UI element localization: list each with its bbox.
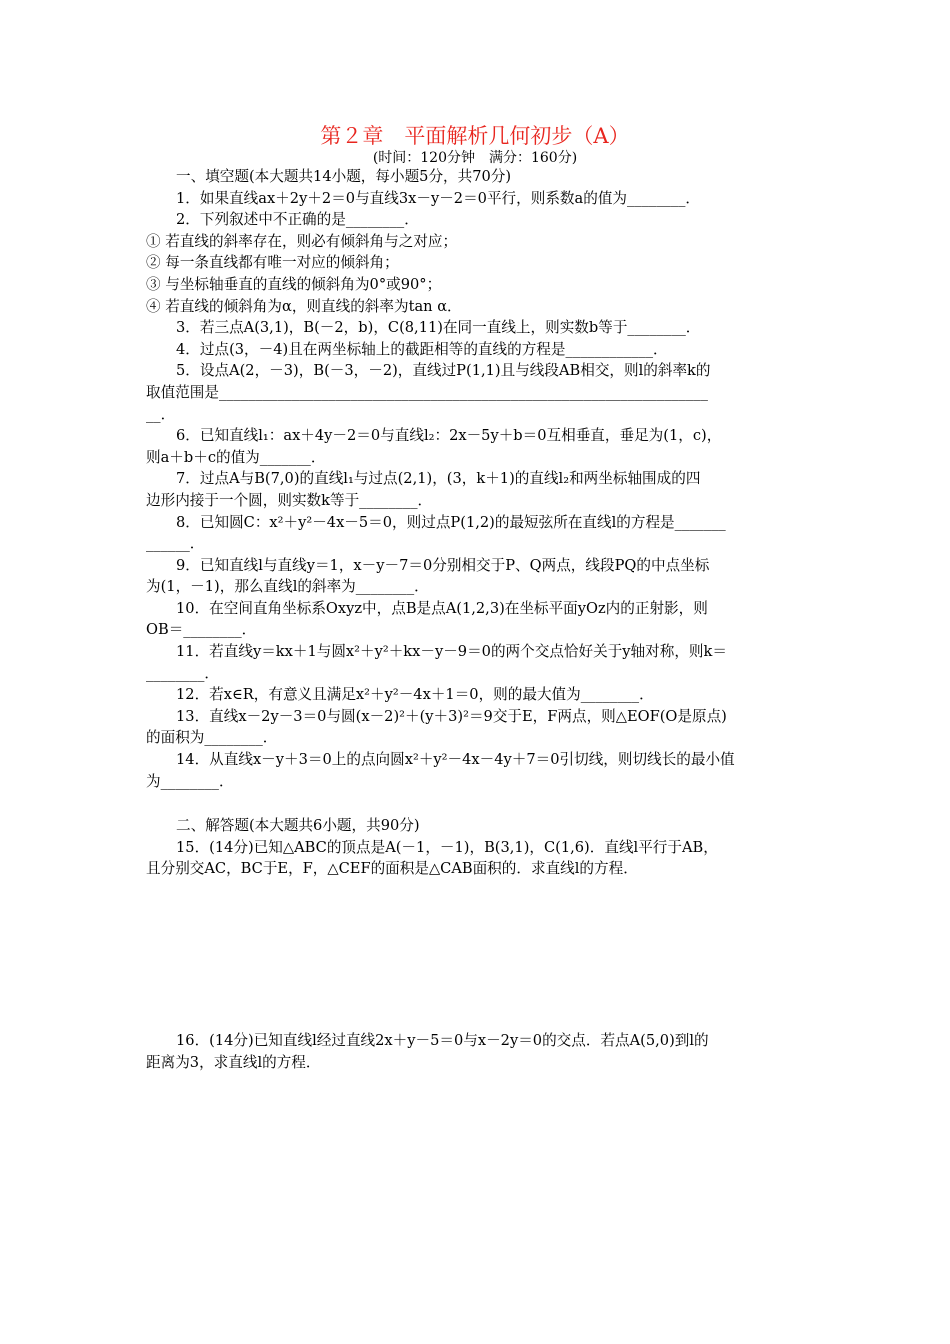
question-11-line-2: ________．	[146, 664, 219, 682]
question-15: 15．(14分)已知△ABC的顶点是A(－1，－1)，B(3,1)，C(1,6)．直线l平行于AB，	[176, 838, 718, 856]
question-1: 1．如果直线ax＋2y＋2＝0与直线3x－y－2＝0平行，则系数a的值为________．	[176, 189, 700, 207]
question-2: 2．下列叙述中不正确的是________．	[176, 211, 419, 229]
section-heading-answer: 二、解答题(本大题共6小题，共90分)	[176, 817, 420, 835]
question-8: 8．已知圆C：x²＋y²－4x－5＝0，则过点P(1,2)的最短弦所在直线l的方程是_______	[176, 513, 726, 531]
question-4: 4．过点(3，－4)且在两坐标轴上的截距相等的直线的方程是____________．	[176, 340, 668, 358]
exam-info: (时间：120分钟 满分：160分)	[372, 150, 578, 166]
question-16-block	[146, 1030, 808, 1073]
question-16-line-2: 距离为3，求直线l的方程．	[146, 1053, 321, 1071]
question-10-line-2: OB＝________．	[146, 621, 257, 639]
section-heading-fill-blank: 一、填空题(本大题共14小题，每小题5分，共70分)	[176, 168, 512, 185]
question-14-line-2: 为________．	[146, 772, 234, 790]
question-15-line-2: 且分别交AC，BC于E，F，△CEF的面积是△CAB面积的．求直线l的方程．	[146, 860, 638, 878]
question-2-option-1: ① 若直线的斜率存在，则必有倾斜角与之对应；	[146, 232, 458, 250]
question-13-line-2: 的面积为________．	[146, 729, 278, 747]
question-9-line-2: 为(1，－1)，那么直线l的斜率为________．	[146, 578, 429, 596]
question-11: 11．若直线y＝kx＋1与圆x²＋y²＋kx－y－9＝0的两个交点恰好关于y轴对称，则k＝	[176, 643, 727, 661]
question-7: 7．过点A与B(7,0)的直线l₁与过点(2,1)，(3，k＋1)的直线l₂和两坐标轴围成的四	[176, 470, 701, 488]
question-body	[146, 166, 808, 880]
page-title: 第２章 平面解析几何初步（A）	[320, 124, 630, 148]
question-2-option-3: ③ 与坐标轴垂直的直线的倾斜角为0°或90°；	[146, 275, 442, 293]
question-8-line-2: ______．	[146, 535, 205, 553]
question-13: 13．直线x－2y－3＝0与圆(x－2)²＋(y＋3)²＝9交于E，F两点，则△EOF(O是原点)	[176, 707, 727, 725]
question-6-line-2: 则a＋b＋c的值为_______．	[146, 448, 326, 466]
question-12: 12．若x∈R，有意义且满足x²＋y²－4x＋1＝0，则的最大值为________．	[176, 686, 654, 704]
question-2-option-2: ② 每一条直线都有唯一对应的倾斜角；	[146, 254, 399, 272]
question-2-option-4: ④ 若直线的倾斜角为α，则直线的斜率为tan α．	[146, 297, 462, 315]
question-3: 3．若三点A(3,1)，B(－2，b)，C(8,11)在同一直线上，则实数b等于________．	[176, 319, 701, 337]
question-7-line-2: 边形内接于一个圆，则实数k等于________．	[146, 491, 433, 509]
question-5: 5．设点A(2，－3)，B(－3，－2)，直线过P(1,1)且与线段AB相交，则l的斜率k的	[176, 362, 711, 380]
question-14: 14．从直线x－y＋3＝0上的点向圆x²＋y²－4x－4y＋7＝0引切线，则切线长的最小值	[176, 751, 735, 769]
question-6: 6．已知直线l₁：ax＋4y－2＝0与直线l₂：2x－5y＋b＝0互相垂直，垂足为(1，c)，	[176, 427, 722, 445]
question-16: 16．(14分)已知直线l经过直线2x＋y－5＝0与x－2y＝0的交点．若点A(5,0)到l的	[176, 1032, 709, 1049]
question-9: 9．已知直线l与直线y＝1，x－y－7＝0分别相交于P、Q两点，线段PQ的中点坐标	[176, 556, 710, 574]
question-5-line-2: 取值范围是___________________________________________________________________	[146, 383, 708, 401]
question-5-line-3: __．	[146, 405, 176, 423]
question-10: 10．在空间直角坐标系Oxyz中，点B是点A(1,2,3)在坐标平面yOz内的正射影，则	[176, 599, 708, 617]
